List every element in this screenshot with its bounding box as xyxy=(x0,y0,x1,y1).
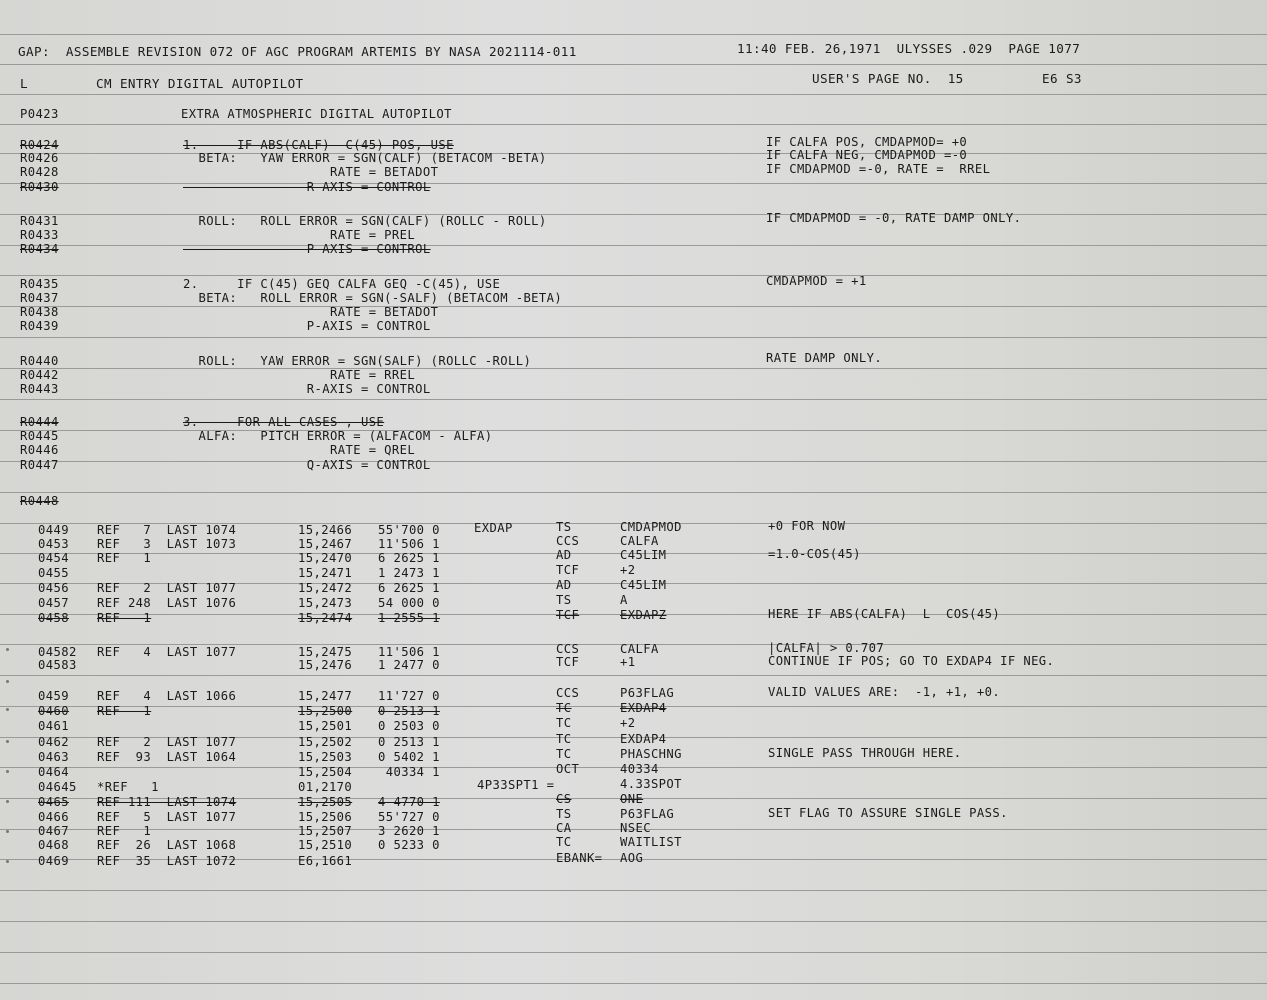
octal-word: 6 2625 1 xyxy=(378,581,440,595)
ruled-line xyxy=(0,983,1267,984)
opcode: CCS xyxy=(556,534,580,548)
operand: C45LIM xyxy=(620,548,667,562)
line-number: R0424 xyxy=(20,138,59,152)
line-number: R0438 xyxy=(20,305,59,319)
memory-address: 15,2475 xyxy=(298,645,353,659)
operand: C45LIM xyxy=(620,578,667,592)
margin-mark xyxy=(6,648,9,651)
memory-address: 15,2505 xyxy=(298,795,353,809)
memory-address: 15,2473 xyxy=(298,596,353,610)
line-text: ALFA: PITCH ERROR = (ALFACOM - ALFA) xyxy=(183,429,493,443)
line-number: P0423 xyxy=(20,107,59,121)
code-line-number: 0461 xyxy=(38,719,69,733)
operand: AOG xyxy=(620,851,644,865)
ruled-line xyxy=(0,492,1267,493)
line-text: 1. IF ABS(CALF) -C(45) POS, USE xyxy=(183,138,454,152)
octal-word: 54 000 0 xyxy=(378,596,440,610)
line-text: 2. IF C(45) GEQ CALFA GEQ -C(45), USE xyxy=(183,277,501,291)
ruled-line xyxy=(0,921,1267,922)
code-line-number: 0459 xyxy=(38,689,69,703)
ruled-line xyxy=(0,890,1267,891)
line-number: R0430 xyxy=(20,180,59,194)
code-comment: SET FLAG TO ASSURE SINGLE PASS. xyxy=(768,806,1008,820)
octal-word: 55'727 0 xyxy=(378,810,440,824)
opcode: CS xyxy=(556,792,572,806)
line-number: R0444 xyxy=(20,415,59,429)
code-line-number: 0465 xyxy=(38,795,69,809)
line-number: R0448 xyxy=(20,494,59,508)
memory-address: 15,2506 xyxy=(298,810,353,824)
line-text: BETA: ROLL ERROR = SGN(-SALF) (BETACOM -BETA) xyxy=(183,291,563,305)
opcode: TC xyxy=(556,716,572,730)
code-comment: =1.0-COS(45) xyxy=(768,547,861,561)
line-number: R0431 xyxy=(20,214,59,228)
ruled-line xyxy=(0,275,1267,276)
memory-address: 15,2466 xyxy=(298,523,353,537)
opcode: TS xyxy=(556,593,572,607)
opcode: CCS xyxy=(556,642,580,656)
operand: PHASCHNG xyxy=(620,747,682,761)
opcode: TCF xyxy=(556,608,580,622)
code-comment: |CALFA| > 0.707 xyxy=(768,641,885,655)
margin-mark xyxy=(6,740,9,743)
operand: CALFA xyxy=(620,534,659,548)
line-comment: IF CALFA NEG, CMDAPMOD =-0 xyxy=(766,148,968,162)
symbol-reference: REF 2 LAST 1077 xyxy=(97,735,237,749)
opcode: TC xyxy=(556,732,572,746)
timestamp-page: 11:40 FEB. 26,1971 ULYSSES .029 PAGE 1077 xyxy=(737,41,1081,56)
line-text: RATE = QREL xyxy=(183,443,416,457)
memory-address: 15,2474 xyxy=(298,611,353,625)
memory-address: 15,2501 xyxy=(298,719,353,733)
ruled-line xyxy=(0,94,1267,95)
ruled-line xyxy=(0,124,1267,125)
code-line-number: 0460 xyxy=(38,704,69,718)
section-marker: L xyxy=(20,76,28,91)
octal-word: 1 2477 0 xyxy=(378,658,440,672)
memory-address: 15,2467 xyxy=(298,537,353,551)
operand: EXDAPZ xyxy=(620,608,667,622)
assembly-header: GAP: ASSEMBLE REVISION 072 OF AGC PROGRAM ARTEMIS BY NASA 2021114-011 xyxy=(18,44,577,59)
operand: +2 xyxy=(620,716,636,730)
memory-address: 15,2504 xyxy=(298,765,353,779)
octal-word: 11'727 0 xyxy=(378,689,440,703)
code-label: 4P33SPT1 = xyxy=(477,778,555,792)
memory-address: 15,2503 xyxy=(298,750,353,764)
margin-mark xyxy=(6,770,9,773)
operand: 40334 xyxy=(620,762,659,776)
code-comment: VALID VALUES ARE: -1, +1, +0. xyxy=(768,685,1001,699)
octal-word: 55'700 0 xyxy=(378,523,440,537)
operand: CMDAPMOD xyxy=(620,520,682,534)
code-line-number: 04583 xyxy=(38,658,77,672)
operand: NSEC xyxy=(620,821,651,835)
line-text: P-AXIS = CONTROL xyxy=(183,242,431,256)
ruled-line xyxy=(0,64,1267,65)
margin-mark xyxy=(6,860,9,863)
code-line-number: 0469 xyxy=(38,854,69,868)
margin-mark xyxy=(6,800,9,803)
opcode: CCS xyxy=(556,686,580,700)
code-line-number: 0467 xyxy=(38,824,69,838)
octal-word: 0 5233 0 xyxy=(378,838,440,852)
octal-word: 11'506 1 xyxy=(378,645,440,659)
line-text: RATE = BETADOT xyxy=(183,165,439,179)
code-line-number: 0457 xyxy=(38,596,69,610)
opcode: EBANK= xyxy=(556,851,603,865)
code-label: EXDAP xyxy=(474,521,513,535)
ruled-line xyxy=(0,34,1267,35)
octal-word: 0 2513 1 xyxy=(378,704,440,718)
opcode: TC xyxy=(556,747,572,761)
symbol-reference: REF 248 LAST 1076 xyxy=(97,596,237,610)
ruled-line xyxy=(0,399,1267,400)
octal-word: 0 2503 0 xyxy=(378,719,440,733)
line-number: R0434 xyxy=(20,242,59,256)
code-line-number: 0464 xyxy=(38,765,69,779)
section-title: CM ENTRY DIGITAL AUTOPILOT xyxy=(96,76,304,91)
octal-word: 6 2625 1 xyxy=(378,551,440,565)
symbol-reference: REF 5 LAST 1077 xyxy=(97,810,237,824)
operand: P63FLAG xyxy=(620,807,675,821)
opcode: AD xyxy=(556,578,572,592)
memory-address: 15,2500 xyxy=(298,704,353,718)
opcode: TS xyxy=(556,520,572,534)
line-comment: IF CALFA POS, CMDAPMOD= +0 xyxy=(766,135,968,149)
symbol-reference: REF 35 LAST 1072 xyxy=(97,854,237,868)
symbol-reference: REF 1 xyxy=(97,551,152,565)
octal-word: 1 2555 1 xyxy=(378,611,440,625)
memory-address: 15,2472 xyxy=(298,581,353,595)
octal-word: 1 2473 1 xyxy=(378,566,440,580)
opcode: TC xyxy=(556,701,572,715)
operand: +2 xyxy=(620,563,636,577)
line-comment: IF CMDAPMOD =-0, RATE = RREL xyxy=(766,162,991,176)
operand: EXDAP4 xyxy=(620,701,667,715)
line-text: R-AXIS = CONTROL xyxy=(183,180,431,194)
symbol-reference: REF 4 LAST 1077 xyxy=(97,645,237,659)
code-line-number: 0462 xyxy=(38,735,69,749)
code-comment: SINGLE PASS THROUGH HERE. xyxy=(768,746,962,760)
line-number: R0426 xyxy=(20,151,59,165)
symbol-reference: REF 7 LAST 1074 xyxy=(97,523,237,537)
memory-address: 15,2471 xyxy=(298,566,353,580)
line-number: R0435 xyxy=(20,277,59,291)
line-text: EXTRA ATMOSPHERIC DIGITAL AUTOPILOT xyxy=(181,107,452,121)
octal-word: 0 2513 1 xyxy=(378,735,440,749)
symbol-reference: REF 111 LAST 1074 xyxy=(97,795,237,809)
operand: ONE xyxy=(620,792,644,806)
symbol-reference: REF 2 LAST 1077 xyxy=(97,581,237,595)
operand: EXDAP4 xyxy=(620,732,667,746)
operand: A xyxy=(620,593,628,607)
symbol-reference: REF 1 xyxy=(97,704,152,718)
memory-address: 15,2510 xyxy=(298,838,353,852)
ruled-line xyxy=(0,952,1267,953)
sheet-reference: E6 S3 xyxy=(1042,71,1082,86)
line-number: R0439 xyxy=(20,319,59,333)
symbol-reference: REF 3 LAST 1073 xyxy=(97,537,237,551)
code-comment: CONTINUE IF POS; GO TO EXDAP4 IF NEG. xyxy=(768,654,1055,668)
code-line-number: 04582 xyxy=(38,645,77,659)
line-number: R0447 xyxy=(20,458,59,472)
line-number: R0437 xyxy=(20,291,59,305)
operand: WAITLIST xyxy=(620,835,682,849)
line-number: R0446 xyxy=(20,443,59,457)
margin-mark xyxy=(6,680,9,683)
code-line-number: 0454 xyxy=(38,551,69,565)
code-line-number: 0466 xyxy=(38,810,69,824)
line-number: R0440 xyxy=(20,354,59,368)
operand: 4.33SPOT xyxy=(620,777,682,791)
octal-word: 4 4770 1 xyxy=(378,795,440,809)
ruled-line xyxy=(0,337,1267,338)
line-number: R0443 xyxy=(20,382,59,396)
users-page-number: USER'S PAGE NO. 15 xyxy=(812,71,964,86)
opcode: OCT xyxy=(556,762,580,776)
margin-mark xyxy=(6,708,9,711)
symbol-reference: REF 26 LAST 1068 xyxy=(97,838,237,852)
line-text: RATE = RREL xyxy=(183,368,416,382)
code-line-number: 0463 xyxy=(38,750,69,764)
code-line-number: 0453 xyxy=(38,537,69,551)
opcode: TS xyxy=(556,807,572,821)
code-line-number: 04645 xyxy=(38,780,77,794)
line-comment: IF CMDAPMOD = -0, RATE DAMP ONLY. xyxy=(766,211,1022,225)
opcode: TC xyxy=(556,835,572,849)
line-text: R-AXIS = CONTROL xyxy=(183,382,431,396)
line-comment: RATE DAMP ONLY. xyxy=(766,351,883,365)
opcode: TCF xyxy=(556,655,580,669)
code-line-number: 0468 xyxy=(38,838,69,852)
line-comment: CMDAPMOD = +1 xyxy=(766,274,867,288)
memory-address: 15,2502 xyxy=(298,735,353,749)
code-line-number: 0456 xyxy=(38,581,69,595)
memory-address: E6,1661 xyxy=(298,854,353,868)
memory-address: 15,2476 xyxy=(298,658,353,672)
code-line-number: 0458 xyxy=(38,611,69,625)
margin-mark xyxy=(6,830,9,833)
opcode: CA xyxy=(556,821,572,835)
operand: +1 xyxy=(620,655,636,669)
line-number: R0428 xyxy=(20,165,59,179)
symbol-reference: REF 4 LAST 1066 xyxy=(97,689,237,703)
symbol-reference: *REF 1 xyxy=(97,780,159,794)
octal-word: 11'506 1 xyxy=(378,537,440,551)
ruled-line xyxy=(0,675,1267,676)
code-comment: +0 FOR NOW xyxy=(768,519,846,533)
memory-address: 01,2170 xyxy=(298,780,353,794)
octal-word: 40334 1 xyxy=(378,765,440,779)
line-text: BETA: YAW ERROR = SGN(CALF) (BETACOM -BETA) xyxy=(183,151,547,165)
opcode: AD xyxy=(556,548,572,562)
opcode: TCF xyxy=(556,563,580,577)
operand: P63FLAG xyxy=(620,686,675,700)
symbol-reference: REF 93 LAST 1064 xyxy=(97,750,237,764)
line-text: P-AXIS = CONTROL xyxy=(183,319,431,333)
code-line-number: 0449 xyxy=(38,523,69,537)
memory-address: 15,2470 xyxy=(298,551,353,565)
memory-address: 15,2477 xyxy=(298,689,353,703)
symbol-reference: REF 1 xyxy=(97,824,152,838)
line-number: R0433 xyxy=(20,228,59,242)
octal-word: 0 5402 1 xyxy=(378,750,440,764)
line-number: R0445 xyxy=(20,429,59,443)
memory-address: 15,2507 xyxy=(298,824,353,838)
octal-word: 3 2620 1 xyxy=(378,824,440,838)
code-comment: HERE IF ABS(CALFA) L COS(45) xyxy=(768,607,1001,621)
code-line-number: 0455 xyxy=(38,566,69,580)
line-text: RATE = BETADOT xyxy=(183,305,439,319)
line-number: R0442 xyxy=(20,368,59,382)
line-text: ROLL: ROLL ERROR = SGN(CALF) (ROLLC - ROLL) xyxy=(183,214,547,228)
line-text: Q-AXIS = CONTROL xyxy=(183,458,431,472)
line-text: RATE = PREL xyxy=(183,228,416,242)
operand: CALFA xyxy=(620,642,659,656)
symbol-reference: REF 1 xyxy=(97,611,152,625)
line-text: 3. FOR ALL CASES , USE xyxy=(183,415,385,429)
line-text: ROLL: YAW ERROR = SGN(SALF) (ROLLC -ROLL) xyxy=(183,354,532,368)
